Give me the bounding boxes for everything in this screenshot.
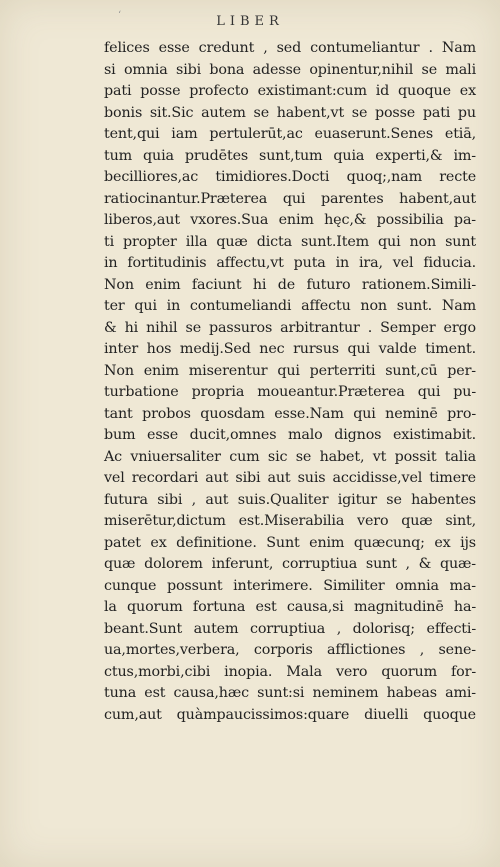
text-line: futura sibi , aut suis.Qualiter igitur se habentes (104, 491, 476, 508)
text-line: vel recordari aut sibi aut suis accidisse,vel timere (104, 470, 476, 486)
text-line: quæ dolorem inferunt, corruptiua sunt , & quæ- (104, 556, 476, 572)
text-line: liberos,aut vxores.Sua enim hęc,& possibilia pa- (104, 212, 476, 228)
text-line: turbatione propria moueantur.Præterea qui pu- (104, 384, 476, 400)
text-line: tum quia prudētes sunt,tum quia experti,& im- (104, 147, 476, 164)
text-line: pati posse profecto existimant:cum id quoque ex (104, 83, 476, 99)
text-line: ua,mortes,verbera, corporis afflictiones , sene- (104, 642, 476, 658)
text-line: cunque possunt interimere. Similiter omnia ma- (104, 577, 476, 594)
text-line: Ac vniuersaliter cum sic se habet, vt possit talia (104, 448, 476, 465)
text-line: Non enim miserentur qui perterriti sunt,cū per- (104, 362, 476, 379)
text-line: ctus,morbi,cibi inopia. Mala vero quorum for- (104, 663, 476, 680)
text-line: & hi nihil se passuros arbitrantur . Semper ergo (104, 319, 476, 336)
text-line: inter hos medij.Sed nec rursus qui valde timent. (104, 341, 476, 357)
text-block (104, 38, 476, 726)
text-line: bonis sit.Sic autem se habent,vt se posse pati pu (104, 104, 476, 121)
text-line: beant.Sunt autem corruptiua , dolorisq; effecti- (104, 620, 476, 637)
text-line: miserētur,dictum est.Miserabilia vero quæ sint, (104, 513, 476, 529)
corner-mark: ‘ (118, 10, 122, 21)
text-line: la quorum fortuna est causa,si magnitudinē ha- (104, 599, 476, 615)
text-line: ratiocinantur.Præterea qui parentes habent,aut (104, 190, 476, 207)
text-line: cum,aut quàmpaucissimos:quare diuelli quoque (104, 706, 476, 723)
text-line: Non enim faciunt hi de futuro rationem.Simili- (104, 276, 476, 293)
text-line: felices esse credunt , sed contumeliantur . Nam (104, 40, 476, 56)
text-line: si omnia sibi bona adesse opinentur,nihil se mali (104, 61, 476, 78)
text-line: tent,qui iam pertulerūt,ac euaserunt.Senes etiā, (104, 126, 476, 142)
text-line: patet ex definitione. Sunt enim quæcunq; ex ijs (104, 534, 476, 551)
text-line: ter qui in contumeliandi affectu non sunt. Nam (104, 298, 476, 314)
text-line: bum esse ducit,omnes malo dignos existimabit. (104, 427, 476, 443)
text-line: tuna est causa,hæc sunt:si neminem habeas ami- (104, 685, 476, 701)
text-line: ti propter illa quæ dicta sunt.Item qui non sunt (104, 233, 476, 250)
text-line: becilliores,ac timidiores.Docti quoq;,nam recte (104, 169, 476, 185)
text-line: in fortitudinis affectu,vt puta in ira, vel fiducia. (104, 255, 476, 271)
running-head: LIBER (216, 14, 284, 29)
text-line: tant probos quosdam esse.Nam qui neminē pro- (104, 405, 476, 422)
